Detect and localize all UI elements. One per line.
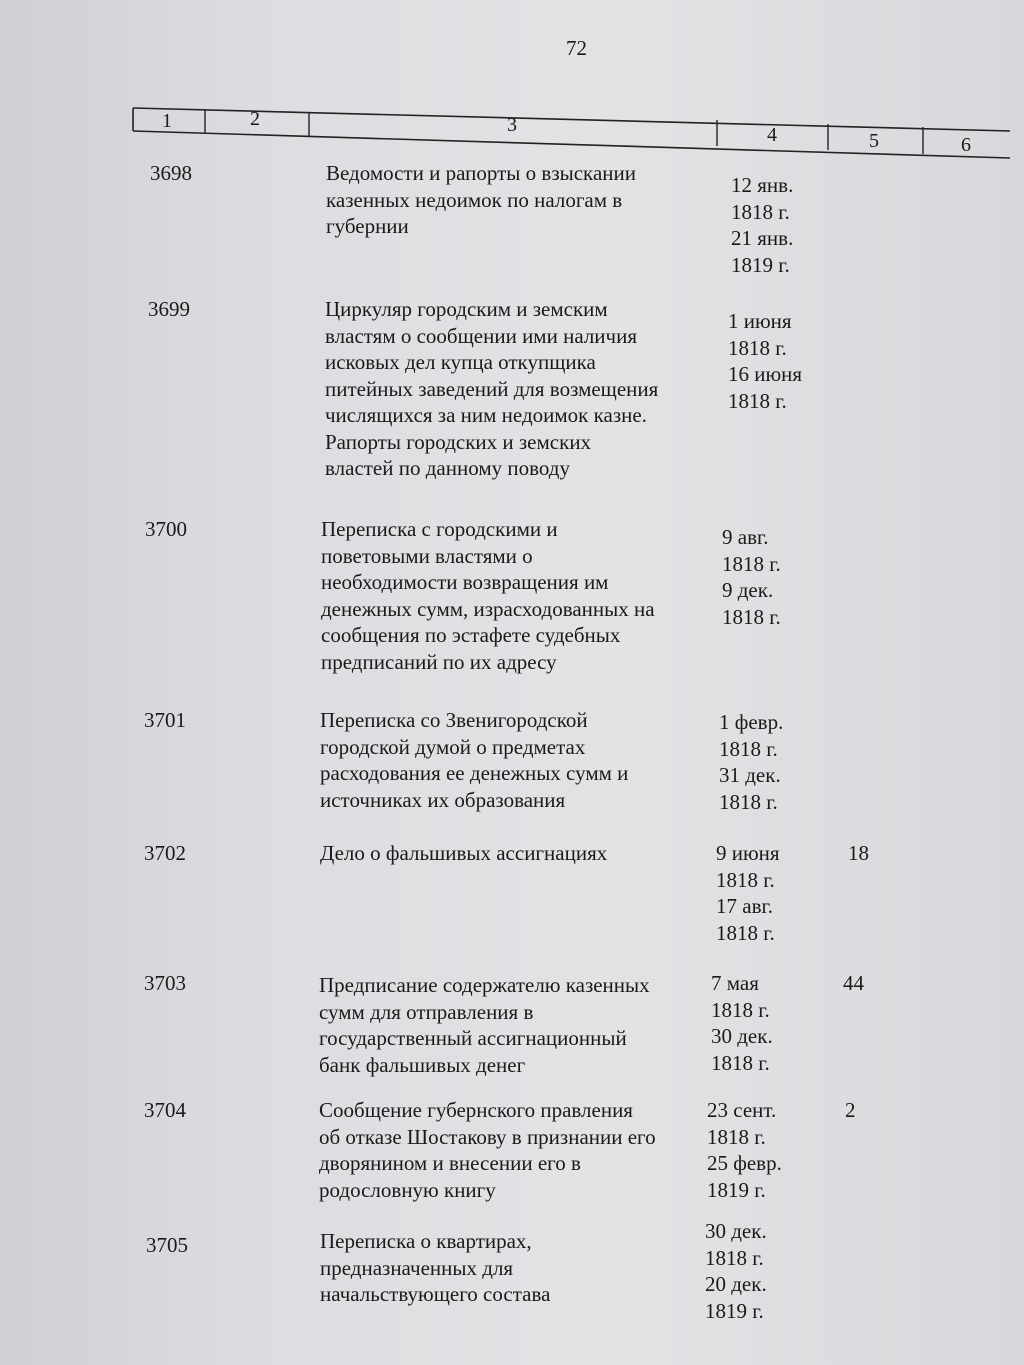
entry-title: Дело о фальшивых ассигнациях	[320, 841, 608, 865]
entry-dates: 1 июня 1818 г. 16 июня 1818 г.	[728, 309, 803, 413]
header-col-3: 3	[507, 114, 517, 136]
entry-dates: 9 июня 1818 г. 17 авг. 1818 г.	[716, 841, 780, 945]
entry-sheets: 18	[848, 841, 869, 865]
entry-number: 3701	[144, 708, 186, 732]
entry-number: 3699	[148, 297, 190, 321]
header-col-5: 5	[869, 130, 879, 152]
entry-dates: 7 мая 1818 г. 30 дек. 1818 г.	[711, 971, 773, 1075]
entry-number: 3704	[144, 1098, 186, 1122]
entry-title: Переписка с городскими и поветовыми властями о необходимости возвращения им денежных сумм, израсходованных на сообщения по эстафете судебных предписаний по их адресу	[321, 517, 655, 674]
entry-title: Предписание содержателю казенных сумм для отправления в государственный ассигнационный банк фальшивых денег	[319, 973, 650, 1077]
header-col-1: 1	[162, 110, 172, 132]
entry-number: 3698	[150, 161, 192, 185]
entry-title: Переписка со Звенигородской городской думой о предметах расходования ее денежных сумм и источниках их образования	[320, 708, 629, 812]
entry-dates: 12 янв. 1818 г. 21 янв. 1819 г.	[731, 173, 794, 277]
entry-title: Переписка о квартирах, предназначенных для начальствующего состава	[320, 1229, 551, 1306]
page-number: 72	[566, 36, 587, 60]
entry-sheets: 44	[843, 971, 864, 995]
header-col-6: 6	[961, 134, 971, 156]
entry-number: 3700	[145, 517, 187, 541]
entry-sheets: 2	[845, 1098, 856, 1122]
header-col-2: 2	[250, 108, 260, 130]
entry-number: 3703	[144, 971, 186, 995]
entry-title: Сообщение губернского правления об отказе Шостакову в признании его дворянином и внесении его в родословную книгу	[319, 1098, 656, 1202]
entry-dates: 23 сент. 1818 г. 25 февр. 1819 г.	[707, 1098, 782, 1202]
entry-dates: 30 дек. 1818 г. 20 дек. 1819 г.	[705, 1219, 767, 1323]
entry-number: 3702	[144, 841, 186, 865]
entry-dates: 9 авг. 1818 г. 9 дек. 1818 г.	[722, 525, 781, 629]
header-col-4: 4	[767, 124, 777, 146]
entry-title: Ведомости и рапорты о взыскании казенных недоимок по налогам в губернии	[326, 161, 636, 238]
entry-title: Циркуляр городским и земским властям о сообщении ими наличия исковых дел купца откупщика питейных заведений для возмещения числящихся за ним недоимок казне. Рапорты городских и земских властей по данному поводу	[325, 297, 659, 480]
entry-number: 3705	[146, 1233, 188, 1257]
entry-dates: 1 февр. 1818 г. 31 дек. 1818 г.	[719, 710, 784, 814]
